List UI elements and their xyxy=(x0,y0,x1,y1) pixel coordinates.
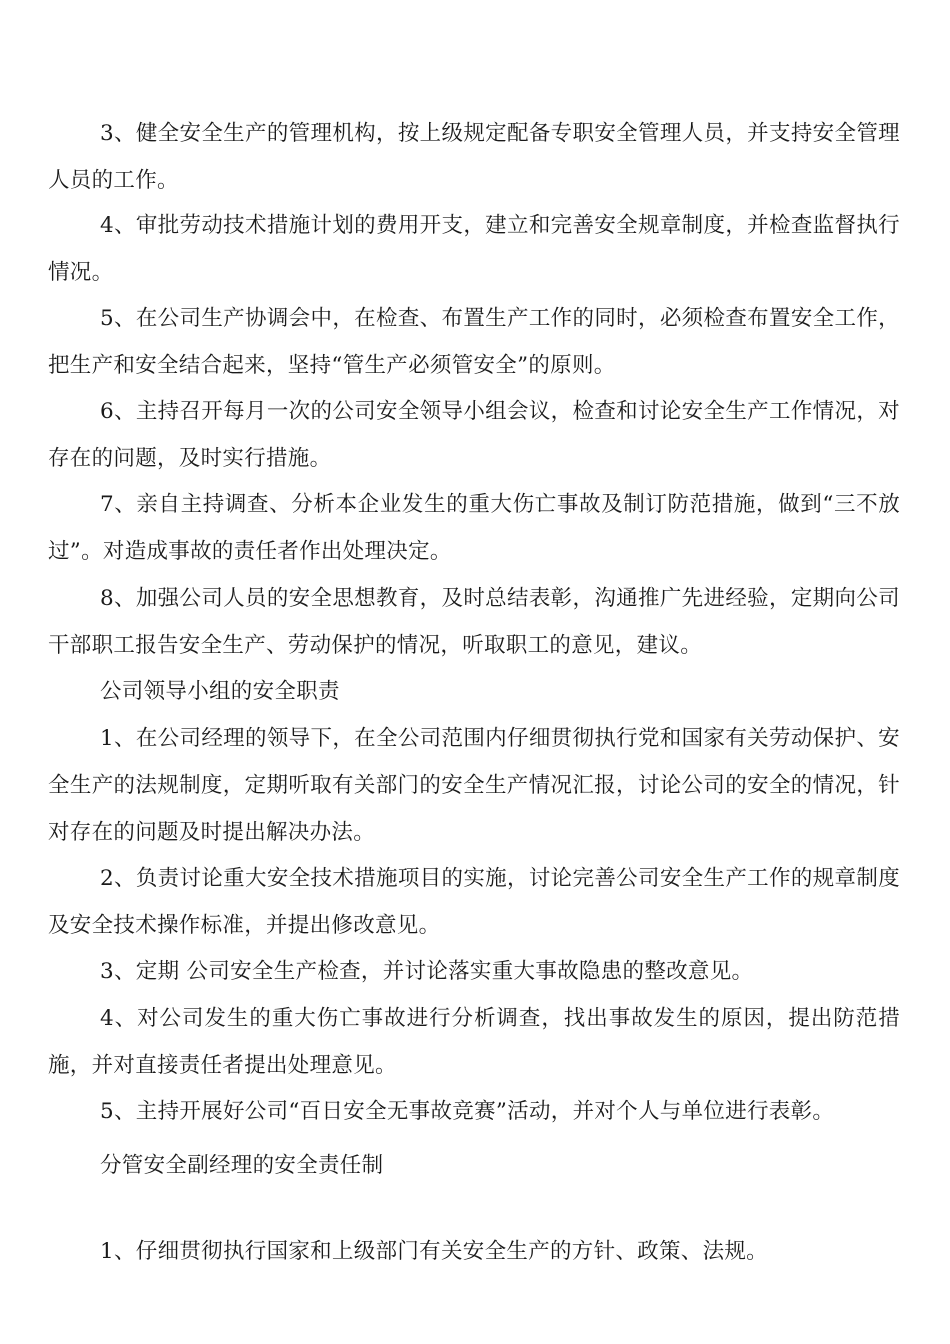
leadership-item-5: 5、主持开展好公司“百日安全无事故竞赛”活动，并对个人与单位进行表彰。 xyxy=(100,1099,835,1124)
leadership-item-3: 3、定期 公司安全生产检查，并讨论落实重大事故隐患的整改意见。 xyxy=(100,959,754,984)
section-heading-deputy-manager: 分管安全副经理的安全责任制 xyxy=(100,1153,384,1178)
leadership-item-1: 1、在公司经理的领导下，在全公司范围内仔细贯彻执行党和国家有关劳动保护、安全生产的法规制度，定期听取有关部门的安全生产情况汇报，讨论公司的安全的情况，针对存在的问题及时提出解决办法。 xyxy=(48,726,900,845)
deputy-manager-item-1: 1、仔细贯彻执行国家和上级部门有关安全生产的方针、政策、法规。 xyxy=(100,1239,768,1264)
leadership-item-2: 2、负责讨论重大安全技术措施项目的实施，讨论完善公司安全生产工作的规章制度及安全技术操作标准，并提出修改意见。 xyxy=(48,866,900,938)
paragraph-item-3: 3、健全安全生产的管理机构，按上级规定配备专职安全管理人员，并支持安全管理人员的工作。 xyxy=(48,121,900,193)
paragraph-item-8: 8、加强公司人员的安全思想教育，及时总结表彰，沟通推广先进经验，定期向公司干部职工报告安全生产、劳动保护的情况，听取职工的意见，建议。 xyxy=(48,586,900,658)
paragraph-item-4: 4、审批劳动技术措施计划的费用开支，建立和完善安全规章制度，并检查监督执行情况。 xyxy=(48,213,900,285)
paragraph-item-7: 7、亲自主持调查、分析本企业发生的重大伤亡事故及制订防范措施，做到“三不放过”。对造成事故的责任者作出处理决定。 xyxy=(48,492,900,564)
paragraph-item-6: 6、主持召开每月一次的公司安全领导小组会议，检查和讨论安全生产工作情况，对存在的问题，及时实行措施。 xyxy=(48,399,900,471)
leadership-item-4: 4、对公司发生的重大伤亡事故进行分析调查，找出事故发生的原因，提出防范措施，并对直接责任者提出处理意见。 xyxy=(48,1006,900,1078)
section-heading-leadership-group: 公司领导小组的安全职责 xyxy=(100,679,340,704)
paragraph-item-5: 5、在公司生产协调会中，在检查、布置生产工作的同时，必须检查布置安全工作，把生产和安全结合起来，坚持“管生产必须管安全”的原则。 xyxy=(48,306,900,378)
